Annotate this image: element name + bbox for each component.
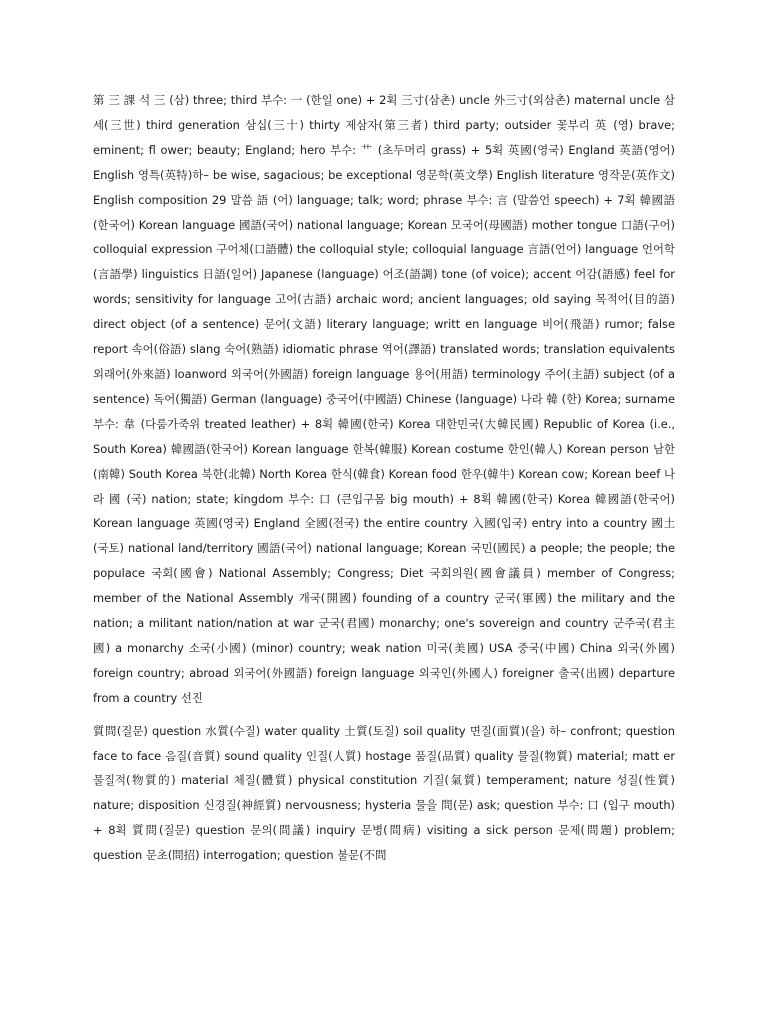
paragraph-2: 質問(질문) question 水質(수질) water quality 土質(토질) soil quality 면질(面質)(을) 하– confront; question face to face 음질(音質) sound quality 인질(人質) hostage 품질(品質) quality 물질(物質) material; matt er 물질적(物質的) material 체질(體質) physical constitution 기질(氣質) temperament; nature 성질(性質) nature; disposition 신경질(神經質) nervousness; hysteria 물을 問(문) ask; question 부수: 口 (입구 mouth) + 8획 質問(질문) question 문의(問議) inquiry 문병(問病) visiting a sick person 문제(問題) problem; question 문초(問招) interrogation; question 불문(不問 <box>93 723 675 863</box>
paragraph-1: 第 三 課 석 三 (삼) three; third 부수: 一 (한일 one) + 2획 三寸(삼촌) uncle 外三寸(외삼촌) maternal uncle 삼세(三世) third generation 삼십(三十) thirty 제삼자(第三者) third party; outsider 꽃부리 英 (영) brave; eminent; fl ower; beauty; England; hero 부수: 艹 (초두머리 grass) + 5획 英國(영국) England 英語(영어) English 영특(英特)하– be wise, sagacious; be exceptional 영문학(英文學) English literature 영작문(英作文) English composition 29 말씀 語 (어) language; talk; word; phrase 부수: 言 (말씀언 speech) + 7획 韓國語(한국어) Korean language 國語(국어) national language; Korean 모국어(母國語) mother tongue 口語(구어) colloquial expression 구어체(口語體) the colloquial style; colloquial language 言語(언어) language 언어학(言語學) linguistics 日語(일어) Japanese (language) 어조(語調) tone (of voice); accent 어감(語感) feel for words; sensitivity for language 고어(古語) archaic word; ancient languages; old saying 목적어(目的語) direct object (of a sentence) 문어(文語) literary language; writt en language 비어(飛語) rumor; false report 속어(俗語) slang 숙어(熟語) idiomatic phrase 역어(譯語) translated words; translation equivalents 외래어(外來語) loanword 외국어(外國語) foreign language 용어(用語) terminology 주어(主語) subject (of a sentence) 독어(獨語) German (language) 중국어(中國語) Chinese (language) 나라 韓 (한) Korea; surname 부수: 韋 (다룸가죽위 treated leather) + 8획 韓國(한국) Korea 대한민국(大韓民國) Republic of Korea (i.e., South Korea) 韓國語(한국어) Korean language 한복(韓服) Korean costume 한인(韓人) Korean person 남한(南韓) South Korea 북한(北韓) North Korea 한식(韓食) Korean food 한우(韓牛) Korean cow; Korean beef 나라 國 (국) nation; state; kingdom 부수: 口 (큰입구몸 big mouth) + 8획 韓國(한국) Korea 韓國語(한국어) Korean language 英國(영국) England 全國(전국) the entire country 入國(입국) entry into a country 國土(국토) national land/territory 國語(국어) national language; Korean 국민(國民) a people; the people; the populace 국회(國會) National Assembly; Congress; Diet 국회의원(國會議員) member of Congress; member of the National Assembly 개국(開國) founding of a country 군국(軍國) the military and the nation; a militant nation/nation at war 군국(君國) monarchy; one's sovereign and country 군주국(君主國) a monarchy 소국(小國) (minor) country; weak nation 미국(美國) USA 중국(中國) China 외국(外國) foreign country; abroad 외국어(外國語) foreign language 외국인(外國人) foreigner 출국(出國) departure from a country 선진 <box>93 93 675 705</box>
document-page <box>93 88 675 868</box>
